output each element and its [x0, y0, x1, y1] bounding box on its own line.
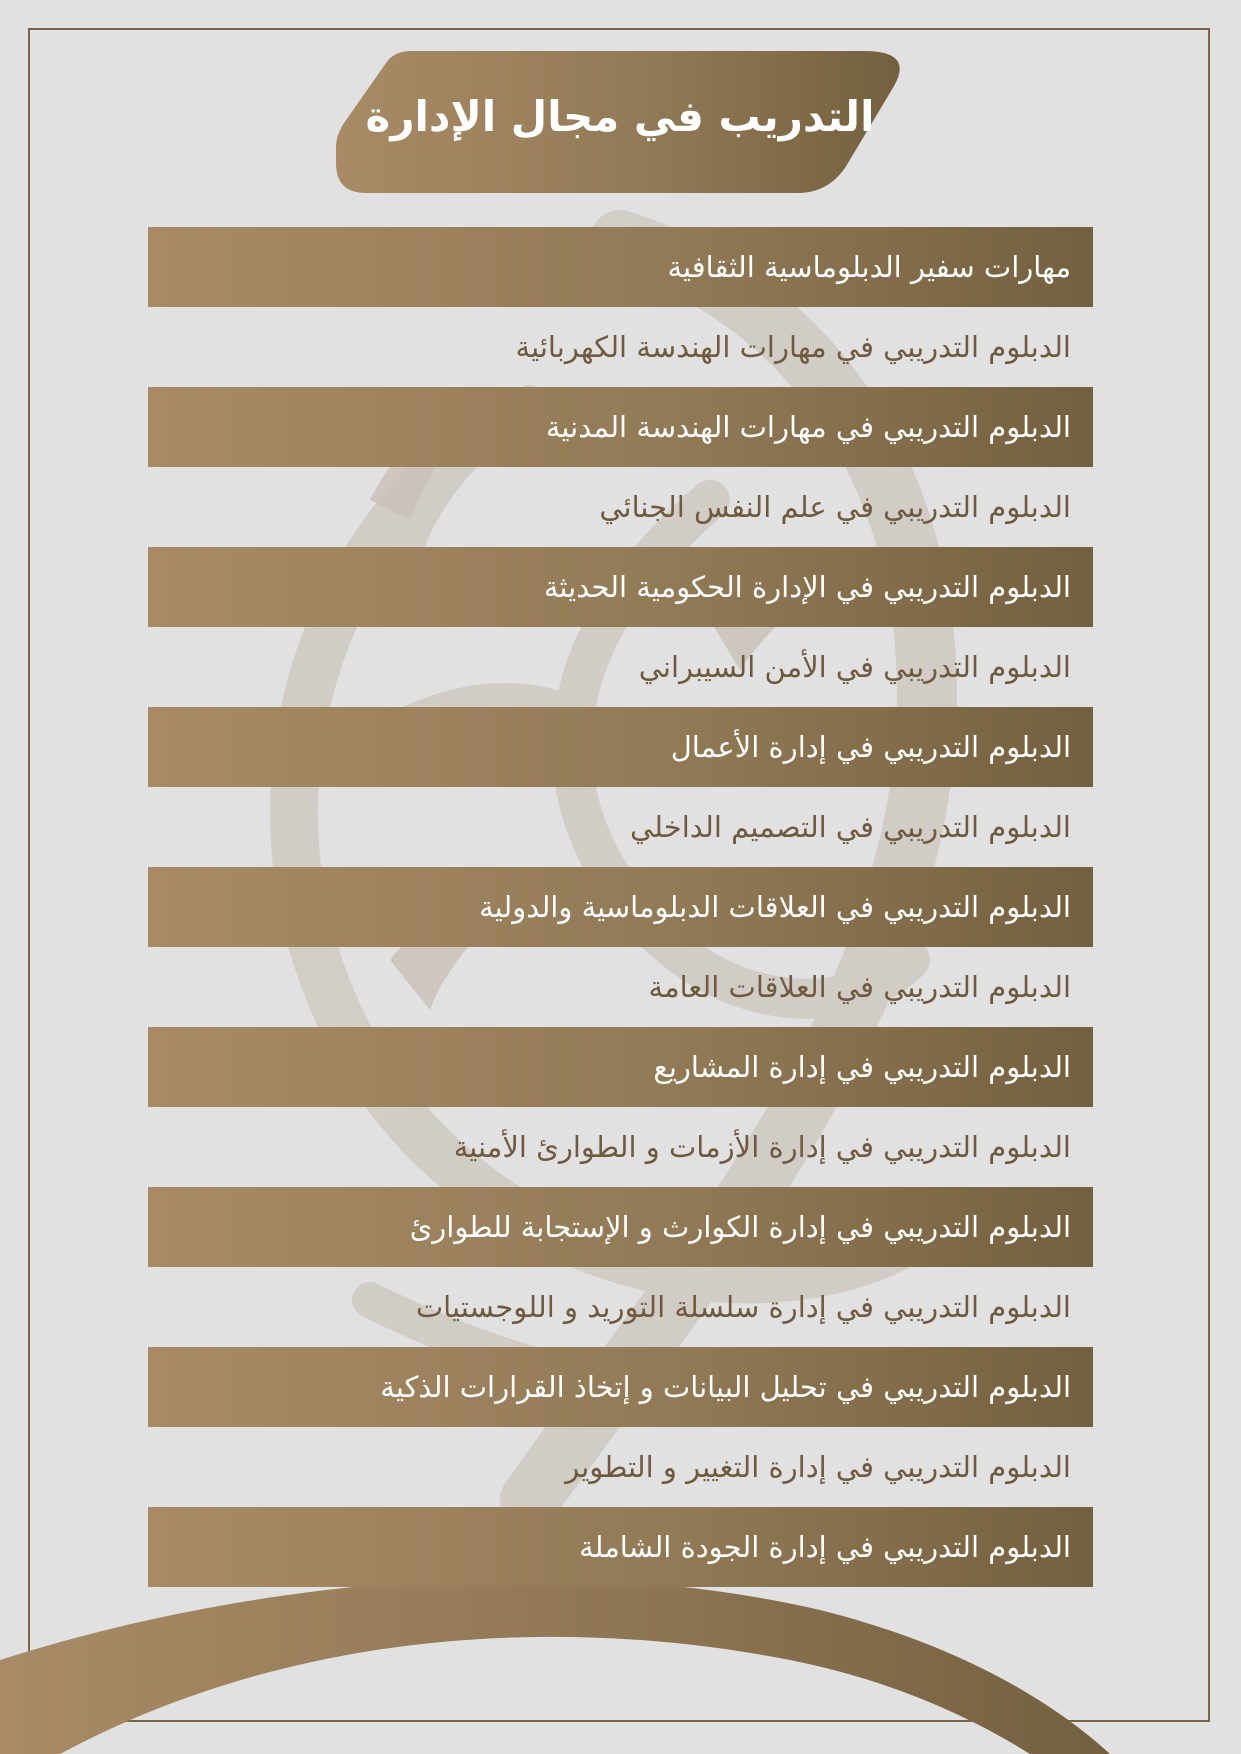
list-item: الدبلوم التدريبي في إدارة التغيير و التطوير	[565, 1450, 1071, 1484]
list-item: الدبلوم التدريبي في العلاقات العامة	[648, 970, 1071, 1004]
list-item: الدبلوم التدريبي في إدارة الأعمال	[148, 707, 1093, 787]
course-list	[148, 227, 1093, 1587]
list-item: الدبلوم التدريبي في الإدارة الحكومية الحديثة	[148, 547, 1093, 627]
list-item: الدبلوم التدريبي في مهارات الهندسة الكهربائية	[515, 330, 1071, 364]
list-item: الدبلوم التدريبي في مهارات الهندسة المدنية	[148, 387, 1093, 467]
list-item: الدبلوم التدريبي في إدارة الكوارث و الإستجابة للطوارئ	[148, 1187, 1093, 1267]
list-item: الدبلوم التدريبي في الأمن السيبراني	[638, 650, 1071, 684]
page-title: التدريب في مجال الإدارة	[365, 91, 875, 141]
bottom-swoosh	[0, 1560, 1241, 1754]
list-item: مهارات سفير الدبلوماسية الثقافية	[148, 227, 1093, 307]
list-item: الدبلوم التدريبي في إدارة الأزمات و الطوارئ الأمنية	[453, 1130, 1071, 1164]
list-item: الدبلوم التدريبي في إدارة الجودة الشاملة	[148, 1507, 1093, 1587]
list-item: الدبلوم التدريبي في تحليل البيانات و إتخاذ القرارات الذكية	[148, 1347, 1093, 1427]
list-item: الدبلوم التدريبي في إدارة سلسلة التوريد و اللوجستيات	[415, 1290, 1071, 1324]
list-item: الدبلوم التدريبي في إدارة المشاريع	[148, 1027, 1093, 1107]
list-item: الدبلوم التدريبي في التصميم الداخلي	[630, 810, 1071, 844]
list-item: الدبلوم التدريبي في العلاقات الدبلوماسية والدولية	[148, 867, 1093, 947]
list-item: الدبلوم التدريبي في علم النفس الجنائي	[599, 490, 1071, 524]
